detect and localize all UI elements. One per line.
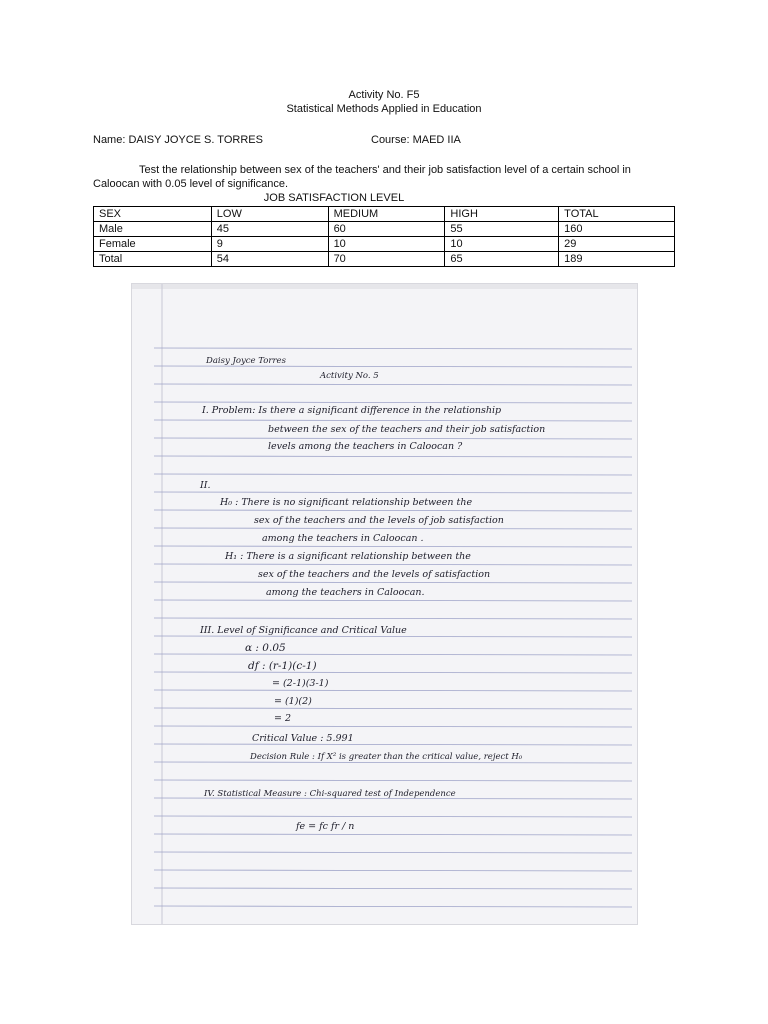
hw-line: Decision Rule : If X² is greater than the critical value, reject H₀ xyxy=(250,752,523,762)
table-cell: 65 xyxy=(445,252,559,267)
satisfaction-table xyxy=(93,206,675,267)
notebook-rules xyxy=(132,284,637,924)
hw-line: H₀ : There is no significant relationship between the xyxy=(220,497,473,508)
hw-line: I. Problem: Is there a significant difference in the relationship xyxy=(202,405,502,416)
rule-line xyxy=(154,582,632,583)
table-cell: 9 xyxy=(211,237,328,252)
rule-line xyxy=(154,456,632,457)
table-cell: Male xyxy=(94,222,212,237)
hw-line: fe = fc fr / n xyxy=(296,821,355,832)
hw-line: IV. Statistical Measure : Chi-squared test of Independence xyxy=(204,789,456,799)
header-cell: TOTAL xyxy=(559,207,675,222)
hw-line: sex of the teachers and the levels of job satisfaction xyxy=(254,515,504,526)
rule-line xyxy=(154,564,632,565)
hw-line: = 2 xyxy=(274,713,292,724)
rule-line xyxy=(154,690,632,691)
hw-line: levels among the teachers in Caloocan ? xyxy=(268,441,463,452)
rule-line xyxy=(154,384,632,385)
problem-line-2: Caloocan with 0.05 level of significance. xyxy=(93,178,289,190)
table-caption: JOB SATISFACTION LEVEL xyxy=(263,192,405,204)
table-cell: 29 xyxy=(559,237,675,252)
table-cell: 45 xyxy=(211,222,328,237)
rule-line xyxy=(154,906,632,907)
table-header-row xyxy=(94,207,675,222)
header-cell: LOW xyxy=(211,207,328,222)
rule-line xyxy=(154,420,632,421)
rule-line xyxy=(154,438,632,439)
rule-line xyxy=(154,708,632,709)
header-cell: MEDIUM xyxy=(328,207,445,222)
hw-line: df : (r-1)(c-1) xyxy=(248,660,317,672)
course-title: Statistical Methods Applied in Education xyxy=(286,103,482,115)
rule-line xyxy=(154,528,632,529)
hw-line: = (2-1)(3-1) xyxy=(272,678,329,689)
table-row xyxy=(94,252,675,267)
rule-line xyxy=(154,852,632,853)
rule-line xyxy=(154,780,632,781)
rule-line xyxy=(154,600,632,601)
hw-line: among the teachers in Caloocan. xyxy=(266,587,425,598)
rule-line xyxy=(154,366,632,367)
rule-line xyxy=(154,492,632,493)
hw-line: III. Level of Significance and Critical Value xyxy=(200,625,407,636)
hw-author: Daisy Joyce Torres xyxy=(206,356,286,366)
table-cell: 70 xyxy=(328,252,445,267)
rule-line xyxy=(154,726,632,727)
table-cell: Total xyxy=(94,252,212,267)
table-row xyxy=(94,237,675,252)
table-cell: 54 xyxy=(211,252,328,267)
rule-line xyxy=(154,834,632,835)
rule-line xyxy=(154,888,632,889)
header-cell: HIGH xyxy=(445,207,559,222)
hw-activity: Activity No. 5 xyxy=(320,371,379,381)
hw-line: among the teachers in Caloocan . xyxy=(262,533,424,544)
rule-line xyxy=(154,870,632,871)
handwritten-notebook-photo xyxy=(131,283,638,925)
table-cell: 160 xyxy=(559,222,675,237)
header-cell: SEX xyxy=(94,207,212,222)
table-cell: 189 xyxy=(559,252,675,267)
hw-line: sex of the teachers and the levels of satisfaction xyxy=(258,569,491,580)
rule-line xyxy=(154,654,632,655)
table-cell: 60 xyxy=(328,222,445,237)
activity-title: Activity No. F5 xyxy=(348,89,420,101)
course-line: Course: MAED IIA xyxy=(371,134,461,146)
table-cell: 55 xyxy=(445,222,559,237)
rule-line xyxy=(154,618,632,619)
hw-line: = (1)(2) xyxy=(274,696,312,707)
table-cell: 10 xyxy=(445,237,559,252)
rule-line xyxy=(154,672,632,673)
rule-line xyxy=(154,816,632,817)
rule-line xyxy=(154,510,632,511)
hw-line: II. xyxy=(200,480,211,491)
rule-line xyxy=(154,474,632,475)
table-row xyxy=(94,222,675,237)
table-cell: Female xyxy=(94,237,212,252)
hw-line: between the sex of the teachers and their job satisfaction xyxy=(268,424,546,435)
rule-line xyxy=(154,546,632,547)
rule-line xyxy=(154,402,632,403)
hw-line: Critical Value : 5.991 xyxy=(252,733,354,744)
rule-line xyxy=(154,744,632,745)
hw-line: H₁ : There is a significant relationship between the xyxy=(225,551,471,562)
problem-line-1: Test the relationship between sex of the teachers' and their job satisfaction level of a certain school in xyxy=(139,164,631,176)
rule-line xyxy=(154,762,632,763)
hw-line: α : 0.05 xyxy=(245,642,286,654)
problem-statement xyxy=(93,163,678,191)
table-cell: 10 xyxy=(328,237,445,252)
rule-line xyxy=(154,636,632,637)
student-name: Name: DAISY JOYCE S. TORRES xyxy=(93,134,263,146)
rule-line xyxy=(154,348,632,349)
